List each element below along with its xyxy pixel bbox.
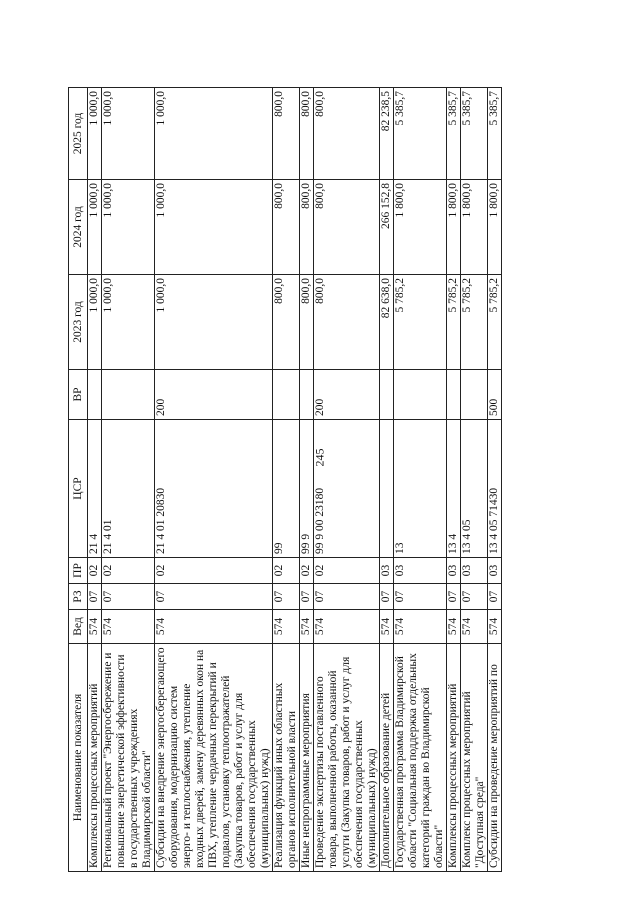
cell-2024: 1 800,0 — [488, 180, 502, 275]
cell-2025: 800,0 — [273, 88, 300, 180]
cell-name: Комплексы процессных мероприятий — [88, 644, 102, 872]
cell-2024: 1 800,0 — [461, 180, 488, 275]
cell-rz: 07 — [394, 584, 447, 610]
cell-csr: 13 4 — [447, 420, 461, 558]
cell-2025: 5 385,7 — [461, 88, 488, 180]
table-row — [314, 88, 380, 872]
cell-pr: 03 — [394, 558, 447, 584]
cell-ved: 574 — [380, 610, 394, 644]
cell-vr — [88, 370, 102, 420]
cell-ved: 574 — [300, 610, 314, 644]
cell-csr: 99 9 — [300, 420, 314, 558]
cell-2024: 800,0 — [314, 180, 380, 275]
col-header-vr: ВР — [69, 370, 88, 420]
cell-2024: 1 000,0 — [102, 180, 155, 275]
cell-2024: 266 152,8 — [380, 180, 394, 275]
page-number: 245 — [312, 448, 327, 467]
cell-ved: 574 — [88, 610, 102, 644]
col-header-name: Наименование показателя — [69, 644, 88, 872]
cell-rz: 07 — [488, 584, 502, 610]
cell-csr: 21 4 — [88, 420, 102, 558]
cell-vr — [300, 370, 314, 420]
cell-name: Реализация функций иных областных органов исполнительной власти — [273, 644, 300, 872]
cell-2023: 1 000,0 — [88, 275, 102, 370]
cell-name: Комплексы процессных мероприятий — [447, 644, 461, 872]
cell-vr — [380, 370, 394, 420]
cell-csr: 21 4 01 20830 — [155, 420, 273, 558]
cell-rz: 07 — [88, 584, 102, 610]
cell-name: Субсидии на внедрение энергосберегающего оборудования, модернизацию систем энерго- и теплоснабжения, утепление входных дверей, замену деревянных окон на ПВХ, утепление чердачных перекрытий и подвалов, установку теплоотражателей (Закупка товаров, работ и услуг для обеспечения государственных (муниципальных) нужд) — [155, 644, 273, 872]
col-header-ved: Вед — [69, 610, 88, 644]
table-row — [461, 88, 488, 872]
cell-csr: 99 — [273, 420, 300, 558]
cell-ved: 574 — [394, 610, 447, 644]
table-row — [102, 88, 155, 872]
cell-2023: 1 000,0 — [155, 275, 273, 370]
cell-2025: 1 000,0 — [88, 88, 102, 180]
cell-2025: 82 238,5 — [380, 88, 394, 180]
cell-2023: 5 785,2 — [447, 275, 461, 370]
cell-2025: 5 385,7 — [394, 88, 447, 180]
cell-ved: 574 — [447, 610, 461, 644]
cell-ved: 574 — [314, 610, 380, 644]
table-row — [380, 88, 394, 872]
table-row — [394, 88, 447, 872]
table-row — [488, 88, 502, 872]
cell-vr: 200 — [314, 370, 380, 420]
cell-2023: 800,0 — [314, 275, 380, 370]
cell-pr: 02 — [155, 558, 273, 584]
table-row — [300, 88, 314, 872]
budget-table — [68, 87, 502, 872]
cell-ved: 574 — [273, 610, 300, 644]
cell-rz: 07 — [155, 584, 273, 610]
cell-rz: 07 — [273, 584, 300, 610]
cell-vr — [102, 370, 155, 420]
table-row — [447, 88, 461, 872]
table-row — [88, 88, 102, 872]
cell-ved: 574 — [461, 610, 488, 644]
cell-2025: 800,0 — [314, 88, 380, 180]
cell-rz: 07 — [314, 584, 380, 610]
cell-ved: 574 — [155, 610, 273, 644]
cell-csr: 99 9 00 23180 — [314, 420, 380, 558]
cell-rz: 07 — [380, 584, 394, 610]
cell-ved: 574 — [102, 610, 155, 644]
cell-csr: 13 4 05 — [461, 420, 488, 558]
cell-csr: 13 4 05 71430 — [488, 420, 502, 558]
cell-rz: 07 — [300, 584, 314, 610]
cell-2023: 800,0 — [300, 275, 314, 370]
cell-vr — [394, 370, 447, 420]
cell-pr: 02 — [88, 558, 102, 584]
cell-vr: 200 — [155, 370, 273, 420]
cell-2025: 1 000,0 — [102, 88, 155, 180]
cell-2024: 800,0 — [273, 180, 300, 275]
cell-2023: 5 785,2 — [461, 275, 488, 370]
cell-2023: 5 785,2 — [394, 275, 447, 370]
cell-2023: 5 785,2 — [488, 275, 502, 370]
cell-name: Региональный проект "Энергосбережение и повышение энергетической эффективности в государственных учреждениях Владимирской области" — [102, 644, 155, 872]
cell-ved: 574 — [488, 610, 502, 644]
cell-2024: 1 000,0 — [155, 180, 273, 275]
table-row — [155, 88, 273, 872]
cell-pr: 03 — [461, 558, 488, 584]
cell-vr — [273, 370, 300, 420]
cell-2024: 1 800,0 — [447, 180, 461, 275]
cell-2023: 82 638,0 — [380, 275, 394, 370]
cell-rz: 07 — [461, 584, 488, 610]
cell-2025: 800,0 — [300, 88, 314, 180]
cell-2023: 800,0 — [273, 275, 300, 370]
cell-vr — [461, 370, 488, 420]
cell-pr: 02 — [102, 558, 155, 584]
cell-name: Проведение экспертизы поставленного товара, выполненной работы, оказанной услуги (Закупка товаров, работ и услуг для обеспечения государственных (муниципальных) нужд) — [314, 644, 380, 872]
cell-2025: 5 385,7 — [488, 88, 502, 180]
cell-pr: 03 — [380, 558, 394, 584]
cell-pr: 02 — [273, 558, 300, 584]
cell-2024: 800,0 — [300, 180, 314, 275]
cell-name: Государственная программа Владимирской области "Социальная поддержка отдельных категорий граждан во Владимирской области" — [394, 644, 447, 872]
cell-csr: 21 4 01 — [102, 420, 155, 558]
col-header-csr: ЦСР — [69, 420, 88, 558]
col-header-2025: 2025 год — [69, 88, 88, 180]
cell-rz: 07 — [102, 584, 155, 610]
cell-name: Комплекс процессных мероприятий "Доступная среда" — [461, 644, 488, 872]
cell-pr: 02 — [300, 558, 314, 584]
table-header-row — [69, 88, 88, 872]
cell-2024: 1 000,0 — [88, 180, 102, 275]
cell-name: Иные непрограммные мероприятия — [300, 644, 314, 872]
cell-name: Субсидии на проведение мероприятий по — [488, 644, 502, 872]
budget-table-wrapper — [68, 88, 580, 872]
cell-pr: 03 — [488, 558, 502, 584]
table-row — [273, 88, 300, 872]
col-header-2023: 2023 год — [69, 275, 88, 370]
cell-2023: 1 000,0 — [102, 275, 155, 370]
col-header-2024: 2024 год — [69, 180, 88, 275]
cell-pr: 02 — [314, 558, 380, 584]
cell-pr: 03 — [447, 558, 461, 584]
cell-2024: 1 800,0 — [394, 180, 447, 275]
cell-vr: 500 — [488, 370, 502, 420]
cell-csr — [380, 420, 394, 558]
cell-name: Дополнительное образование детей — [380, 644, 394, 872]
col-header-pr: ПР — [69, 558, 88, 584]
cell-2025: 1 000,0 — [155, 88, 273, 180]
cell-csr: 13 — [394, 420, 447, 558]
cell-rz: 07 — [447, 584, 461, 610]
col-header-rz: РЗ — [69, 584, 88, 610]
cell-2025: 5 385,7 — [447, 88, 461, 180]
cell-vr — [447, 370, 461, 420]
